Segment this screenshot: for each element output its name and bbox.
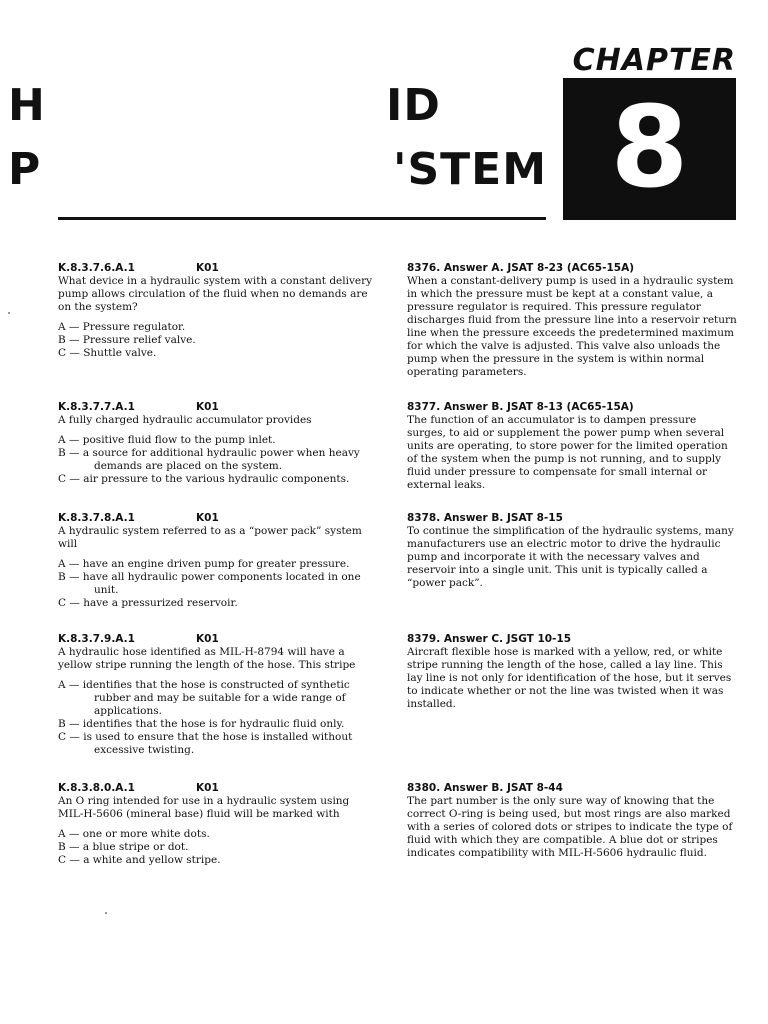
question-text: What device in a hydraulic system with a constant delivery pump allows circulation of the fluid when no demands are on the system? — [58, 275, 373, 313]
chapter-number-box — [563, 78, 736, 220]
option-a: A — one or more white dots. — [58, 828, 210, 840]
answer-block — [407, 401, 737, 492]
option-a: A — have an engine driven pump for greater pressure. — [58, 558, 350, 570]
chapter-number: 8 — [610, 83, 689, 213]
option-c: C — have a pressurized reservoir. — [58, 597, 238, 609]
option-c: C — air pressure to the various hydraulic components. — [58, 473, 350, 485]
answer-block — [407, 262, 737, 379]
answer-heading: 8378. Answer B. JSAT 8-15 — [407, 512, 563, 524]
question-id: K.8.3.7.6.A.1 — [58, 262, 135, 274]
title-fragment-right: 'STEM — [393, 144, 548, 195]
scan-speck — [105, 912, 107, 914]
question-header — [58, 512, 378, 525]
question-text: A fully charged hydraulic accumulator provides — [58, 414, 312, 426]
answer-heading: 8380. Answer B. JSAT 8-44 — [407, 782, 563, 794]
question-code: K01 — [196, 512, 219, 524]
question-block — [58, 633, 378, 757]
answer-block — [407, 512, 737, 590]
answer-block — [407, 633, 737, 711]
question-text: A hydraulic hose identified as MIL-H-8794 will have a yellow stripe running the length of the hose. This stripe — [58, 646, 356, 671]
question-text: An O ring intended for use in a hydraulic system using MIL-H-5606 (mineral base) fluid will be marked with — [58, 795, 350, 820]
option-b: B — have all hydraulic power components located in one unit. — [58, 571, 361, 596]
option-a: A — positive fluid flow to the pump inlet. — [58, 434, 276, 446]
question-id: K.8.3.7.7.A.1 — [58, 401, 135, 413]
title-fragment-left: P — [8, 144, 42, 195]
answer-explanation: Aircraft flexible hose is marked with a yellow, red, or white stripe running the length of the hose, called a lay line. This lay line is not only for identification of the hose, but it serves to indicate whether or not the line was twisted when it was installed. — [407, 646, 732, 710]
answer-options — [58, 321, 378, 360]
question-block — [58, 262, 378, 360]
chapter-label: CHAPTER — [572, 43, 736, 78]
question-code: K01 — [196, 633, 219, 645]
answer-options — [58, 434, 378, 486]
option-b: B — Pressure relief valve. — [58, 334, 196, 346]
answer-explanation: The function of an accumulator is to dampen pressure surges, to aid or supplement the power pump when several units are operating, to store power for the limited operation of the system when the pump is not running, and to supply fluid under pressure to compensate for small internal or external leaks. — [407, 414, 728, 491]
option-b: B — identifies that the hose is for hydraulic fluid only. — [58, 718, 345, 730]
title-fragment-left: H — [8, 80, 46, 131]
question-id: K.8.3.8.0.A.1 — [58, 782, 135, 794]
option-b: B — a source for additional hydraulic power when heavy demands are placed on the system. — [58, 447, 360, 472]
option-b: B — a blue stripe or dot. — [58, 841, 189, 853]
question-header — [58, 633, 378, 646]
option-a: A — identifies that the hose is constructed of synthetic rubber and may be suitable for a wide range of applications. — [58, 679, 350, 717]
scan-speck — [8, 312, 10, 314]
answer-explanation: To continue the simplification of the hydraulic systems, many manufacturers use an electric motor to drive the hydraulic pump and incorporate it with the necessary valves and reservoir into a single unit. This unit is typically called a “power pack”. — [407, 525, 734, 589]
question-id: K.8.3.7.9.A.1 — [58, 633, 135, 645]
answer-options — [58, 679, 378, 757]
option-c: C — Shuttle valve. — [58, 347, 157, 359]
answer-heading: 8379. Answer C. JSGT 10-15 — [407, 633, 572, 645]
answer-heading: 8377. Answer B. JSAT 8-13 (AC65-15A) — [407, 401, 634, 413]
option-a: A — Pressure regulator. — [58, 321, 186, 333]
answer-explanation: The part number is the only sure way of knowing that the correct O-ring is being used, but most rings are also marked with a series of colored dots or stripes to indicate the type of fluid with which they are compatible. A blue dot or stripes indicates compatibility with MIL-H-5606 hydraulic fluid. — [407, 795, 733, 859]
answer-options — [58, 828, 378, 867]
question-code: K01 — [196, 262, 219, 274]
title-fragment-right: ID — [386, 80, 441, 131]
header-rule — [58, 217, 546, 220]
question-block — [58, 782, 378, 867]
question-block — [58, 401, 378, 486]
question-id: K.8.3.7.8.A.1 — [58, 512, 135, 524]
option-c: C — a white and yellow stripe. — [58, 854, 221, 866]
question-code: K01 — [196, 401, 219, 413]
answer-options — [58, 558, 378, 610]
option-c: C — is used to ensure that the hose is installed without excessive twisting. — [58, 731, 353, 756]
answer-block — [407, 782, 737, 860]
answer-heading: 8376. Answer A. JSAT 8-23 (AC65-15A) — [407, 262, 635, 274]
question-header — [58, 401, 378, 414]
answer-explanation: When a constant-delivery pump is used in a hydraulic system in which the pressure must be kept at a constant value, a pressure regulator is required. This pressure regulator discharges fluid from the pressure line into a reservoir return line when the pressure exceeds the predetermined maximum for which the valve is adjusted. This valve also unloads the pump when the pressure in the system is within normal operating parameters. — [407, 275, 737, 378]
question-code: K01 — [196, 782, 219, 794]
question-header — [58, 262, 378, 275]
question-header — [58, 782, 378, 795]
question-block — [58, 512, 378, 610]
question-text: A hydraulic system referred to as a “power pack” system will — [58, 525, 362, 550]
